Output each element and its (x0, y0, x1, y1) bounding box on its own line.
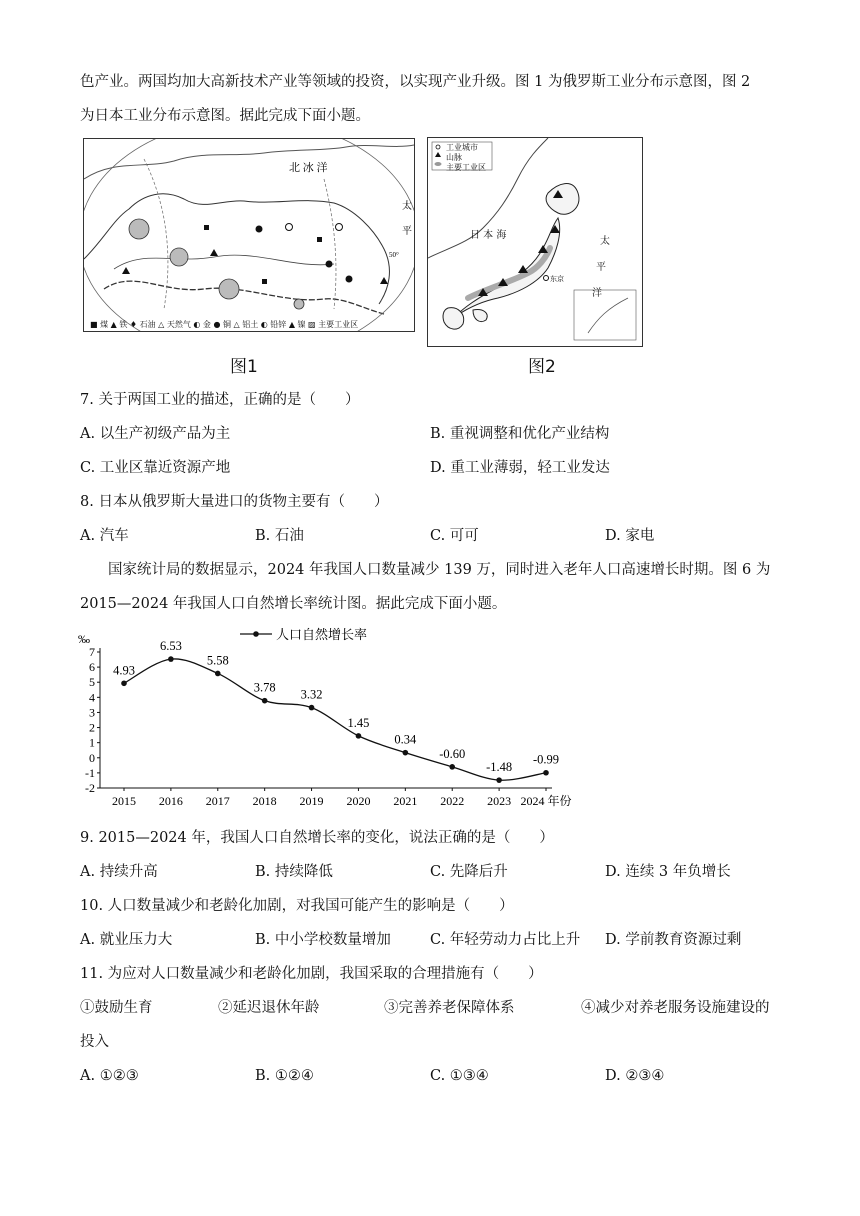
data-point (543, 770, 549, 776)
y-tick-label: 5 (89, 675, 95, 690)
q11-item-2: ②延迟退休年龄 (218, 1000, 320, 1016)
russia-map-drawing (84, 139, 414, 331)
y-tick-label: 3 (89, 705, 95, 720)
x-tick-label: 2023 (487, 794, 512, 808)
data-point (215, 671, 221, 677)
x-tick-label: 2018 (252, 794, 277, 808)
x-tick-label: 2021 (393, 794, 418, 808)
q9-option-c[interactable]: C. 先降后升 (430, 864, 508, 880)
x-tick-label: 2022 (440, 794, 465, 808)
data-label: 1.45 (347, 715, 370, 730)
q9-stem: 9. 2015—2024 年，我国人口自然增长率的变化，说法正确的是（ ） (80, 830, 554, 846)
data-label: 5.58 (206, 653, 229, 668)
q11-item-1: ①鼓励生育 (80, 1000, 153, 1016)
y-tick-label: 0 (89, 750, 95, 765)
q10-option-b[interactable]: B. 中小学校数量增加 (255, 932, 391, 948)
q11-item-3: ③完善养老保障体系 (384, 1000, 515, 1016)
y-tick-label: 6 (89, 660, 95, 675)
data-label: -0.60 (439, 746, 466, 761)
passage2-line-2: 2015—2024 年我国人口自然增长率统计图。据此完成下面小题。 (80, 596, 507, 612)
q8-option-d[interactable]: D. 家电 (605, 528, 655, 544)
q9-option-b[interactable]: B. 持续降低 (255, 864, 333, 880)
passage2-line-1: 国家统计局的数据显示，2024 年我国人口数量减少 139 万，同时进入老年人口高速增长时期。图 6 为 (108, 562, 771, 578)
y-tick-label: -1 (85, 765, 95, 780)
tokyo-label: 东京 (550, 275, 564, 283)
legend-industrial-zone: 主要工业区 (446, 163, 486, 172)
data-label: -0.99 (532, 752, 560, 767)
y-tick-label: 7 (89, 645, 95, 659)
legend-point-swatch (253, 631, 259, 637)
q10-option-d[interactable]: D. 学前教育资源过剩 (605, 932, 742, 948)
population-growth-chart (72, 626, 692, 816)
q11-option-d[interactable]: D. ②③④ (605, 1068, 665, 1084)
y-tick-label: 1 (89, 735, 95, 750)
x-tick-label: 2015 (112, 794, 136, 808)
legend-industrial-city: 工业城市 (446, 143, 478, 152)
data-label: 0.34 (394, 732, 417, 747)
q11-item-4: ④减少对养老服务设施建设的 (581, 1000, 770, 1016)
data-point (121, 680, 127, 686)
data-point (356, 733, 362, 739)
q10-option-c[interactable]: C. 年轻劳动力占比上升 (430, 932, 581, 948)
x-tick-label: 2024 年份 (520, 794, 572, 808)
data-point (262, 698, 268, 704)
pacific-label-2: 平 (596, 262, 606, 273)
q11-option-a[interactable]: A. ①②③ (80, 1068, 139, 1084)
data-label: -1.48 (486, 760, 513, 775)
q10-option-a[interactable]: A. 就业压力大 (80, 932, 173, 948)
q9-option-a[interactable]: A. 持续升高 (80, 864, 158, 880)
pacific-label-1: 太 (600, 236, 610, 247)
data-point (309, 705, 315, 711)
q8-option-c[interactable]: C. 可可 (430, 528, 479, 544)
y-tick-label: -2 (85, 781, 95, 795)
q10-stem: 10. 人口数量减少和老龄化加剧，对我国可能产生的影响是（ ） (80, 898, 514, 914)
pacific-label-1: 太 (402, 201, 412, 212)
q8-option-b[interactable]: B. 石油 (255, 528, 304, 544)
q11-stem: 11. 为应对人口数量减少和老龄化加剧，我国采取的合理措施有（ ） (80, 966, 543, 982)
arctic-ocean-label: 北 冰 洋 (289, 162, 328, 174)
x-tick-label: 2020 (346, 794, 371, 808)
japan-industry-map (427, 137, 643, 347)
q8-stem: 8. 日本从俄罗斯大量进口的货物主要有（ ） (80, 494, 389, 510)
data-label: 4.93 (113, 663, 135, 678)
x-tick-label: 2017 (205, 794, 230, 808)
russia-industry-map (83, 138, 415, 332)
q7-option-d[interactable]: D. 重工业薄弱，轻工业发达 (430, 460, 610, 476)
x-tick-label: 2019 (299, 794, 324, 808)
q7-option-a[interactable]: A. 以生产初级产品为主 (80, 426, 231, 442)
latitude-label: 50° (389, 251, 399, 259)
sea-of-japan-label: 日 本 海 (470, 230, 507, 241)
q9-option-d[interactable]: D. 连续 3 年负增长 (605, 864, 731, 880)
y-tick-label: 2 (89, 720, 95, 735)
series-line (124, 659, 546, 780)
q8-option-a[interactable]: A. 汽车 (80, 528, 129, 544)
data-label: 3.32 (300, 687, 323, 702)
x-tick-label: 2016 (158, 794, 183, 808)
figure2-caption: 图2 (528, 357, 556, 377)
data-label: 6.53 (159, 639, 182, 654)
intro-line-2: 为日本工业分布示意图。据此完成下面小题。 (80, 108, 370, 124)
y-tick-label: 4 (89, 690, 95, 705)
data-label: 3.78 (253, 680, 276, 695)
y-axis-unit: ‰ (78, 632, 90, 646)
q11-option-b[interactable]: B. ①②④ (255, 1068, 314, 1084)
data-point (168, 656, 174, 662)
figure1-caption: 图1 (230, 357, 258, 377)
data-point (449, 764, 455, 770)
legend-mountain: 山脉 (446, 153, 462, 162)
pacific-label-3: 洋 (592, 288, 602, 299)
q7-option-b[interactable]: B. 重视调整和优化产业结构 (430, 426, 610, 442)
legend-series-name: 人口自然增长率 (276, 627, 368, 642)
intro-line-1: 色产业。两国均加大高新技术产业等领域的投资，以实现产业升级。图 1 为俄罗斯工业分布示意图，图 2 (80, 74, 751, 90)
q11-item-4-continued: 投入 (80, 1034, 109, 1050)
pacific-label-2: 平 (402, 226, 412, 237)
q11-option-c[interactable]: C. ①③④ (430, 1068, 489, 1084)
data-point (403, 750, 409, 756)
q7-option-c[interactable]: C. 工业区靠近资源产地 (80, 460, 231, 476)
q7-stem: 7. 关于两国工业的描述，正确的是（ ） (80, 392, 360, 408)
russia-map-legend: ■ 煤 ▲ 铁 ♦ 石油 △ 天然气 ◐ 金 ● 铜 △ 铝土 ◐ 铅锌 ▲ 镍 ▨ 主要工业区 (90, 320, 359, 329)
data-point (496, 777, 502, 783)
